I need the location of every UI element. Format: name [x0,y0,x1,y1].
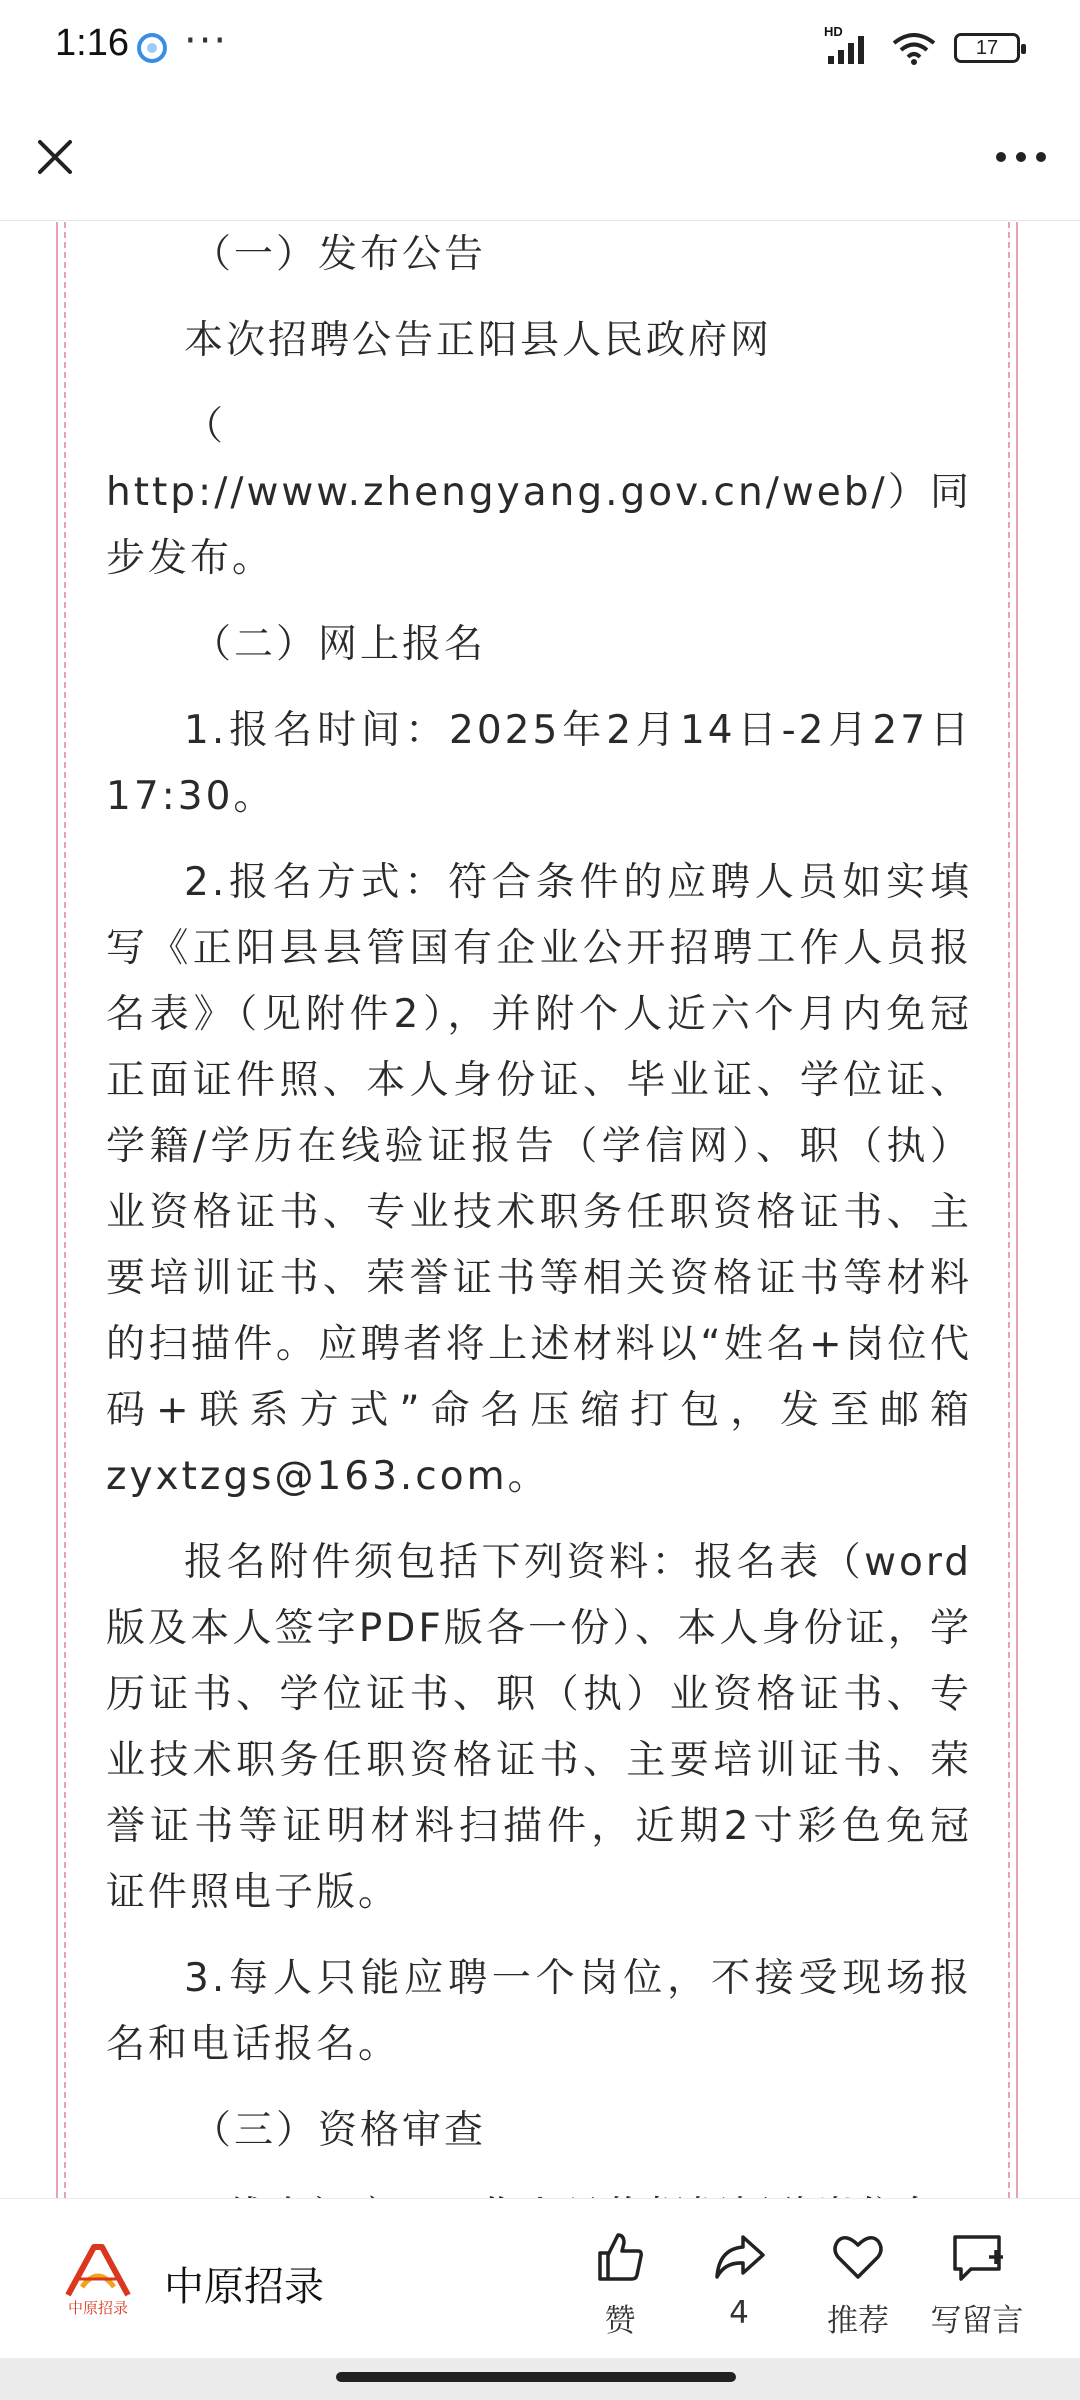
section-heading: （一）发布公告 [192,232,487,277]
frame-border-right-inner [1008,222,1010,2198]
article-body [56,222,1020,2198]
like-label: 赞 [604,2303,636,2339]
bottom-toolbar [0,2198,1080,2359]
frame-border-left-inner [64,222,66,2198]
notification-dots: ··· [184,18,229,64]
paragraph: （ http://www.zhengyang.gov.cn/web/）同步发布。 [106,404,972,581]
recommend-button[interactable] [803,2229,913,2340]
status-indicators [824,24,1020,66]
paragraph: 报名附件须包括下列资料：报名表（word版及本人签字PDF版各一份）、本人身份证，学历证书、学位证书、职（执）业资格证书、专业技术职务任职资格证书、主要培训证书、荣誉证书等证明材料扫描件，近期2寸彩色免冠证件照电子版。 [106,1540,972,1915]
battery-level: 17 [975,36,999,59]
network-label: HD [824,24,843,39]
cloud-app-icon [136,32,168,64]
thumbs-up-icon [592,2229,648,2285]
account-name[interactable]: 中原招录 [164,2264,324,2310]
paragraph: 本次招聘公告正阳县人民政府网 [184,318,773,363]
wifi-icon [892,31,936,65]
share-count: 4 [729,2295,749,2331]
comment-label: 写留言 [930,2303,1024,2339]
article-text [106,222,972,2270]
heart-icon [830,2229,886,2285]
close-icon[interactable] [26,128,84,186]
paragraph: 1.报名时间：2025年2月14日-2月27日17:30。 [106,708,972,819]
logo-text: 中原招录 [67,2299,129,2317]
cellular-signal-icon [824,24,874,66]
share-icon [711,2229,767,2285]
recommend-label: 推荐 [827,2303,889,2339]
paragraph: 2.报名方式：符合条件的应聘人员如实填写《正阳县县管国有企业公开招聘工作人员报名表》（见附件2），并附个人近六个月内免冠正面证件照、本人身份证、毕业证、学位证、学籍/学历在线验证报告（学信网）、职（执）业资格证书、专业技术职务任职资格证书、主要培训证书、荣誉证书等相关资格证书等材料的扫描件。应聘者将上述材料以“姓名+岗位代码+联系方式”命名压缩打包，发至邮箱zyxtzgs@163.com。 [106,860,972,1499]
frame-border-right [1016,222,1018,2198]
comment-button[interactable] [922,2229,1032,2340]
like-button[interactable] [565,2229,675,2340]
status-bar [0,0,1080,100]
paragraph: 3.每人只能应聘一个岗位，不接受现场报名和电话报名。 [106,1956,972,2067]
top-nav-bar [0,100,1080,221]
battery-icon [954,33,1020,63]
more-options-icon[interactable] [988,128,1054,186]
frame-border-left [56,222,58,2198]
home-indicator[interactable] [336,2372,736,2382]
comment-add-icon [949,2229,1005,2285]
section-heading: （三）资格审查 [192,2108,487,2153]
section-heading: （二）网上报名 [192,622,487,667]
share-button[interactable] [684,2229,794,2331]
brand-logo[interactable] [58,2239,138,2319]
status-time: 1:16 [55,22,129,64]
